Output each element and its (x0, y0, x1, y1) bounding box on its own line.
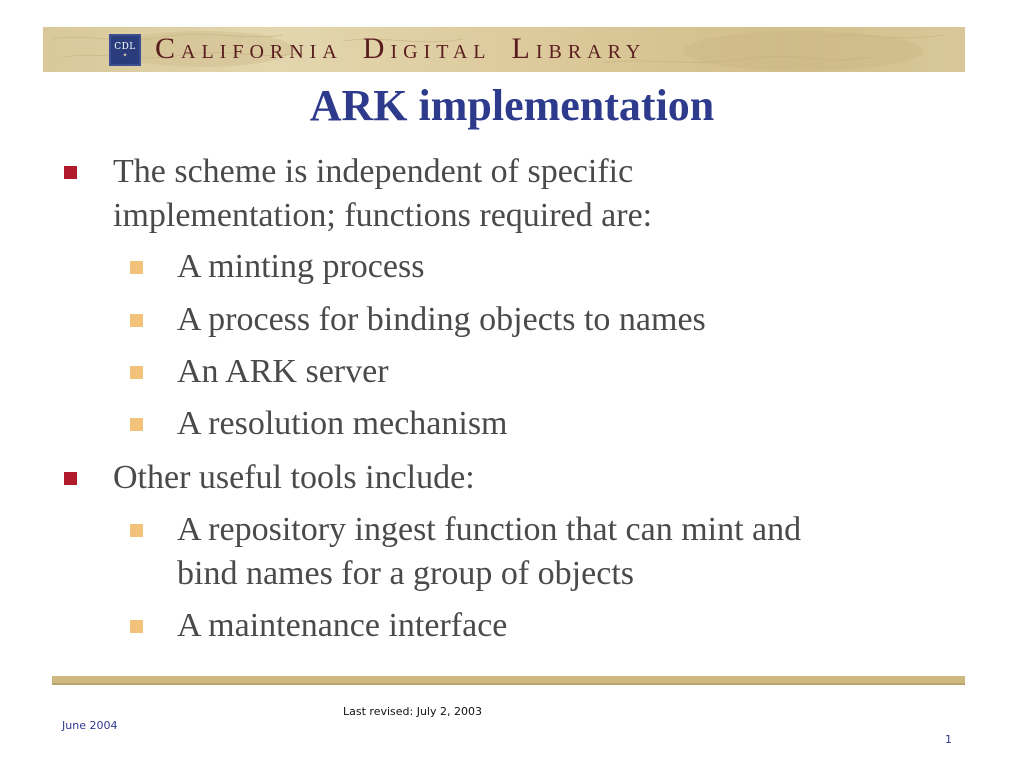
bullet-marker-level2 (130, 418, 143, 431)
bullet-marker-level1 (64, 472, 77, 485)
bullet-item (113, 150, 933, 238)
footer-divider-shadow (52, 683, 965, 685)
bullet-item (177, 604, 937, 648)
bullet-line: A minting process (177, 248, 425, 285)
bullet-line: A process for binding objects to names (177, 301, 706, 338)
bullet-item (177, 508, 937, 596)
bullet-marker-level2 (130, 620, 143, 633)
bullet-item (177, 402, 937, 446)
bullet-line: Other useful tools include: (113, 459, 475, 496)
bullet-line: implementation; functions required are: (113, 197, 653, 234)
banner-word-library: LIBRARY (511, 32, 647, 65)
bullet-line: A resolution mechanism (177, 405, 508, 442)
bullet-marker-level2 (130, 524, 143, 537)
bullet-line: A repository ingest function that can mint and (177, 511, 802, 548)
bullet-item (177, 245, 937, 289)
bullet-marker-level2 (130, 261, 143, 274)
bullet-line: The scheme is independent of specific (113, 153, 634, 190)
bullet-item (177, 350, 937, 394)
cdl-logo-emblem-icon: ✦ (122, 53, 128, 59)
banner-word-california: CALIFORNIA (155, 32, 343, 65)
footer-date: June 2004 (62, 719, 118, 732)
slide-number: 1 (945, 733, 952, 746)
slide-title: ARK implementation (309, 81, 715, 130)
bullet-item (177, 298, 937, 342)
bullet-item (113, 456, 933, 500)
bullet-line: A maintenance interface (177, 607, 508, 644)
bullet-marker-level1 (64, 166, 77, 179)
banner-word-digital: DIGITAL (362, 32, 492, 65)
cdl-logo-text: CDL (114, 42, 136, 52)
footer-revised-note: Last revised: July 2, 2003 (343, 705, 482, 718)
bullet-marker-level2 (130, 314, 143, 327)
bullet-line: An ARK server (177, 353, 389, 390)
bullet-line: bind names for a group of objects (177, 555, 634, 592)
bullet-marker-level2 (130, 366, 143, 379)
footer-divider (52, 676, 965, 683)
